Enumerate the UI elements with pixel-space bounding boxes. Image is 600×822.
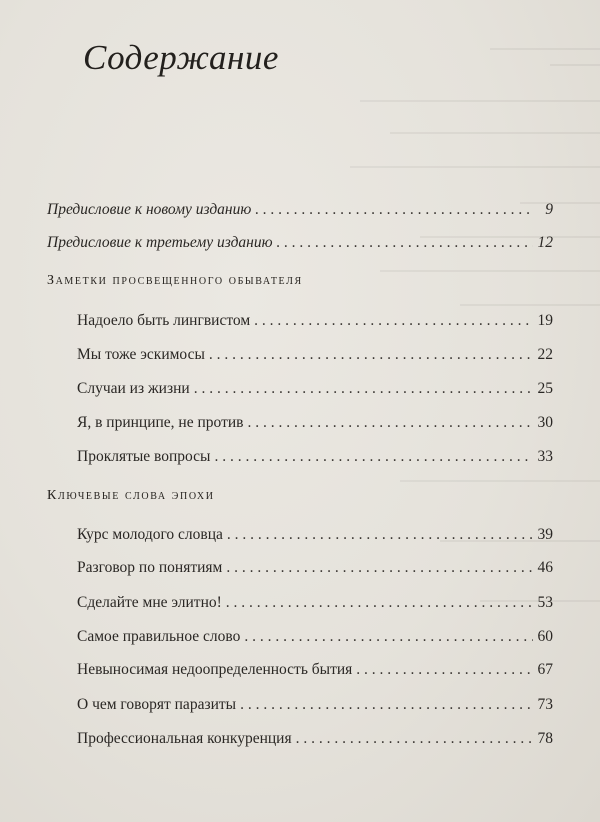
section-heading: Ключевые слова эпохи: [47, 488, 215, 503]
dot-leader: [209, 345, 533, 365]
toc-entry: [77, 729, 553, 749]
toc-entry-label: Самое правильное слово: [77, 628, 241, 645]
toc-entry-label: Сделайте мне элитно!: [77, 594, 222, 611]
toc-entry: [77, 447, 553, 467]
dot-leader: [214, 447, 533, 467]
dot-leader: [226, 558, 533, 578]
toc-entry-label: Надоело быть лингвистом: [77, 312, 251, 329]
toc-entry: [77, 695, 553, 715]
toc-entry-label: Я, в принципе, не против: [77, 414, 244, 431]
page-title: Содержание: [83, 38, 279, 77]
toc-entry-page: 30: [537, 414, 553, 431]
toc-entry-page: 12: [537, 234, 553, 251]
toc-entry-label: Проклятые вопросы: [77, 448, 211, 465]
toc-entry-page: 39: [537, 526, 553, 543]
toc-entry: [77, 627, 553, 647]
toc-entry-page: 73: [537, 696, 553, 713]
toc-entry: [77, 525, 553, 545]
toc-entry-label: Разговор по понятиям: [77, 559, 223, 576]
dot-leader: [194, 379, 533, 399]
toc-entry: [77, 379, 553, 399]
dot-leader: [356, 660, 533, 680]
toc-entry-label: Профессиональная конкуренция: [77, 730, 292, 747]
toc-entry-preface-new: [47, 200, 553, 220]
toc-entry-page: 60: [537, 628, 553, 645]
dot-leader: [254, 311, 533, 331]
toc-entry-page: 9: [545, 201, 553, 218]
toc-entry: [77, 345, 553, 365]
toc-entry-page: 46: [537, 559, 553, 576]
dot-leader: [240, 695, 533, 715]
toc-entry-page: 22: [537, 346, 553, 363]
toc-entry-preface-third: [47, 233, 553, 253]
toc-entry-label: Предисловие к новому изданию: [47, 201, 252, 218]
toc-entry: [77, 413, 553, 433]
toc-entry-page: 53: [537, 594, 553, 611]
toc-entry-page: 78: [537, 730, 553, 747]
toc-entry-label: Мы тоже эскимосы: [77, 346, 205, 363]
toc-entry-page: 33: [537, 448, 553, 465]
dot-leader: [244, 627, 533, 647]
toc-entry-label: Случаи из жизни: [77, 380, 190, 397]
toc-entry: [77, 311, 553, 331]
toc-entry-page: 67: [537, 661, 553, 678]
toc-entry-label: Курс молодого словца: [77, 526, 223, 543]
toc-entry-label: Предисловие к третьему изданию: [47, 234, 273, 251]
dot-leader: [247, 413, 533, 433]
dot-leader: [296, 729, 533, 749]
toc-entry-page: 19: [537, 312, 553, 329]
dot-leader: [277, 233, 533, 253]
toc-entry-label: О чем говорят паразиты: [77, 696, 237, 713]
dot-leader: [226, 593, 533, 613]
toc-entry: [77, 558, 553, 578]
dot-leader: [227, 525, 533, 545]
toc-entry-label: Невыносимая недоопределенность бытия: [77, 661, 353, 678]
section-heading: Заметки просвещенного обывателя: [47, 273, 303, 288]
toc-entry: [77, 660, 553, 680]
toc-entry-page: 25: [537, 380, 553, 397]
dot-leader: [255, 200, 533, 220]
toc-entry: [77, 593, 553, 613]
